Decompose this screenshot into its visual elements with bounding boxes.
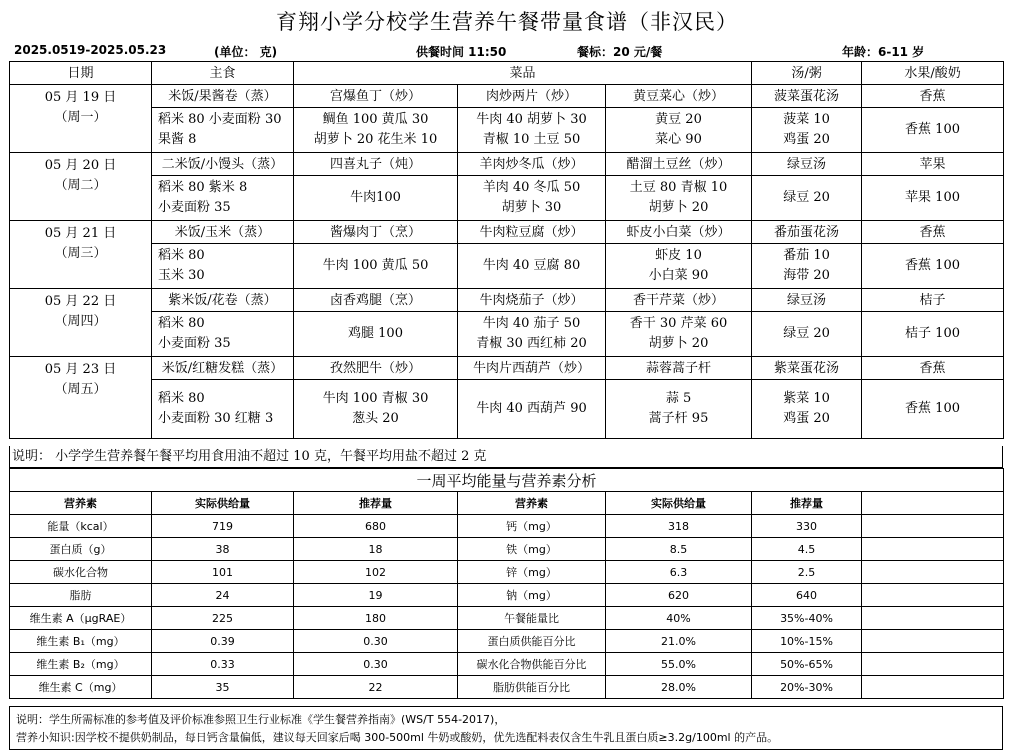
dish2-item: 羊肉 40 冬瓜 50 bbox=[482, 180, 581, 195]
menu-day-row bbox=[10, 289, 1004, 312]
soup-item: 菠菜 10 bbox=[783, 112, 830, 127]
dish1-name: 酱爆肉丁（烹） bbox=[294, 221, 458, 244]
nutrition-row bbox=[10, 584, 1004, 607]
fruit-name: 香蕉 bbox=[862, 85, 1004, 108]
nutrition-blank-cell bbox=[862, 538, 1004, 561]
nutrition-cell: 18 bbox=[294, 538, 458, 561]
nutrition-row bbox=[10, 607, 1004, 630]
dish3-item: 香干 30 芹菜 60 bbox=[629, 316, 728, 331]
nutrition-cell: 碳水化合物 bbox=[10, 561, 152, 584]
menu-header-row bbox=[10, 62, 1004, 85]
staple-items-cell bbox=[152, 244, 294, 289]
day-date: 05 月 20 日 bbox=[44, 158, 117, 173]
menu-day-detail-row bbox=[10, 176, 1004, 221]
day-date: 05 月 21 日 bbox=[44, 226, 117, 241]
nutrition-cell: 21.0% bbox=[606, 630, 752, 653]
fruit-item: 桔子 100 bbox=[905, 326, 960, 341]
nutrition-table bbox=[9, 468, 1004, 699]
nutrition-cell: 225 bbox=[152, 607, 294, 630]
soup-item: 鸡蛋 20 bbox=[783, 132, 830, 147]
dish1-name: 宫爆鱼丁（炒） bbox=[294, 85, 458, 108]
menu-day-row bbox=[10, 357, 1004, 380]
day-date: 05 月 19 日 bbox=[44, 90, 117, 105]
dish1-name: 孜然肥牛（炒） bbox=[294, 357, 458, 380]
nutrition-header-cell: 推荐量 bbox=[294, 492, 458, 515]
soup-items-cell bbox=[752, 312, 862, 357]
nutrition-title-row bbox=[10, 469, 1004, 492]
day-date-cell bbox=[10, 289, 152, 357]
nutrition-cell: 碳水化合物供能百分比 bbox=[458, 653, 606, 676]
staple-name: 米饭/红糖发糕（蒸） bbox=[152, 357, 294, 380]
nutrition-cell: 50%-65% bbox=[752, 653, 862, 676]
fruit-items-cell bbox=[862, 312, 1004, 357]
dish3-item: 胡萝卜 20 bbox=[648, 200, 709, 215]
day-date: 05 月 23 日 bbox=[44, 362, 117, 377]
fruit-name: 苹果 bbox=[862, 153, 1004, 176]
dish2-name: 牛肉粒豆腐（炒） bbox=[458, 221, 606, 244]
nutrition-cell: 19 bbox=[294, 584, 458, 607]
nutrition-cell: 维生素 C（mg） bbox=[10, 676, 152, 699]
reference-note-line2: 营养小知识:因学校不提供奶制品，每日钙含量偏低，建议每天回家后喝 300-500ml 牛奶或酸奶，优先选配料表仅含生牛乳且蛋白质≥3.2g/100ml 的产品。 bbox=[16, 731, 779, 744]
menu-day-detail-row bbox=[10, 312, 1004, 357]
fruit-name: 香蕉 bbox=[862, 221, 1004, 244]
nutrition-cell: 维生素 B₁（mg） bbox=[10, 630, 152, 653]
nutrition-blank-cell bbox=[862, 492, 1004, 515]
nutrition-header-cell: 实际供给量 bbox=[152, 492, 294, 515]
menu-day-detail-row bbox=[10, 108, 1004, 153]
dish1-items-cell bbox=[294, 312, 458, 357]
date-range: 2025.0519-2025.05.23 bbox=[14, 43, 167, 57]
day-date-cell bbox=[10, 221, 152, 289]
dish2-item: 青椒 10 土豆 50 bbox=[482, 132, 581, 147]
nutrition-cell: 锌（mg） bbox=[458, 561, 606, 584]
day-weekday: （周一） bbox=[54, 110, 107, 125]
nutrition-cell: 719 bbox=[152, 515, 294, 538]
nutrition-cell: 620 bbox=[606, 584, 752, 607]
dish3-name: 蒜蓉蒿子杆 bbox=[606, 357, 752, 380]
nutrition-cell: 钙（mg） bbox=[458, 515, 606, 538]
dish3-item: 蒜 5 bbox=[665, 391, 692, 406]
age-range: 年龄：6-11 岁 bbox=[842, 45, 925, 59]
nutrition-cell: 35 bbox=[152, 676, 294, 699]
soup-item: 紫菜 10 bbox=[783, 391, 830, 406]
serve-time: 供餐时间 11:50 bbox=[416, 45, 507, 59]
nutrition-cell: 680 bbox=[294, 515, 458, 538]
menu-day-row bbox=[10, 221, 1004, 244]
day-date-cell bbox=[10, 153, 152, 221]
nutrition-cell: 0.33 bbox=[152, 653, 294, 676]
fruit-item: 香蕉 100 bbox=[905, 122, 960, 137]
nutrition-blank-cell bbox=[862, 630, 1004, 653]
staple-name: 米饭/玉米（蒸） bbox=[152, 221, 294, 244]
staple-items-cell bbox=[152, 108, 294, 153]
dish1-item: 牛肉100 bbox=[350, 190, 401, 205]
dish2-items-cell bbox=[458, 312, 606, 357]
dish3-item: 土豆 80 青椒 10 bbox=[629, 180, 728, 195]
dish1-item: 葱头 20 bbox=[352, 411, 399, 426]
nutrition-blank-cell bbox=[862, 515, 1004, 538]
day-weekday: （周二） bbox=[54, 178, 107, 193]
soup-name: 绿豆汤 bbox=[752, 289, 862, 312]
soup-items-cell bbox=[752, 176, 862, 221]
dish2-item: 牛肉 40 西葫芦 90 bbox=[476, 401, 587, 416]
dish3-item: 虾皮 10 bbox=[655, 248, 702, 263]
menu-table bbox=[9, 61, 1004, 439]
soup-name: 绿豆汤 bbox=[752, 153, 862, 176]
nutrition-cell: 640 bbox=[752, 584, 862, 607]
fruit-name: 香蕉 bbox=[862, 357, 1004, 380]
dish2-item: 牛肉 40 豆腐 80 bbox=[482, 258, 581, 273]
dish1-name: 卤香鸡腿（烹） bbox=[294, 289, 458, 312]
page-title: 育翔小学分校学生营养午餐带量食谱（非汉民） bbox=[276, 10, 738, 34]
staple-item: 小麦面粉 35 bbox=[158, 200, 231, 215]
soup-item: 番茄 10 bbox=[783, 248, 830, 263]
dish1-item: 牛肉 100 黄瓜 50 bbox=[322, 258, 429, 273]
reference-note-line1: 说明：学生所需标准的参考值及评价标准参照卫生行业标准《学生餐营养指南》(WS/T 554-2017)， bbox=[16, 713, 506, 726]
nutrition-cell: 脂肪 bbox=[10, 584, 152, 607]
nutrition-cell: 22 bbox=[294, 676, 458, 699]
dish1-items-cell bbox=[294, 380, 458, 439]
nutrition-header-cell: 推荐量 bbox=[752, 492, 862, 515]
nutrition-cell: 24 bbox=[152, 584, 294, 607]
header-staple: 主食 bbox=[152, 62, 294, 85]
nutrition-cell: 钠（mg） bbox=[458, 584, 606, 607]
nutrition-cell: 55.0% bbox=[606, 653, 752, 676]
dish1-item: 鲷鱼 100 黄瓜 30 bbox=[322, 112, 429, 127]
dish3-name: 黄豆菜心（炒） bbox=[606, 85, 752, 108]
nutrition-cell: 2.5 bbox=[752, 561, 862, 584]
dish2-items-cell bbox=[458, 176, 606, 221]
nutrition-header-row bbox=[10, 492, 1004, 515]
dish2-name: 羊肉炒冬瓜（炒） bbox=[458, 153, 606, 176]
dish3-item: 菜心 90 bbox=[655, 132, 702, 147]
dish3-name: 醋溜土豆丝（炒） bbox=[606, 153, 752, 176]
staple-item: 稻米 80 bbox=[158, 391, 205, 406]
header-fruit: 水果/酸奶 bbox=[862, 62, 1004, 85]
dish3-items-cell bbox=[606, 176, 752, 221]
fruit-name: 桔子 bbox=[862, 289, 1004, 312]
day-weekday: （周四） bbox=[54, 314, 107, 329]
dish2-item: 牛肉 40 胡萝卜 30 bbox=[476, 112, 587, 127]
day-date: 05 月 22 日 bbox=[44, 294, 117, 309]
day-date-cell bbox=[10, 85, 152, 153]
dish1-item: 胡萝卜 20 花生米 10 bbox=[313, 132, 438, 147]
dish1-items-cell bbox=[294, 108, 458, 153]
nutrition-cell: 10%-15% bbox=[752, 630, 862, 653]
nutrition-cell: 0.30 bbox=[294, 630, 458, 653]
staple-item: 小麦面粉 30 红糖 3 bbox=[158, 411, 274, 426]
nutrition-row bbox=[10, 515, 1004, 538]
staple-items-cell bbox=[152, 176, 294, 221]
dish1-items-cell bbox=[294, 244, 458, 289]
nutrition-cell: 318 bbox=[606, 515, 752, 538]
fruit-items-cell bbox=[862, 108, 1004, 153]
soup-name: 菠菜蛋花汤 bbox=[752, 85, 862, 108]
nutrition-cell: 330 bbox=[752, 515, 862, 538]
nutrition-cell: 蛋白质（g） bbox=[10, 538, 152, 561]
day-weekday: （周五） bbox=[54, 382, 107, 397]
nutrition-blank-cell bbox=[862, 676, 1004, 699]
dish2-name: 牛肉片西葫芦（炒） bbox=[458, 357, 606, 380]
dish1-items-cell bbox=[294, 176, 458, 221]
reference-note bbox=[9, 706, 1003, 750]
dish3-item: 小白菜 90 bbox=[648, 268, 709, 283]
staple-item: 果酱 8 bbox=[158, 132, 197, 147]
menu-day-row bbox=[10, 153, 1004, 176]
nutrition-row bbox=[10, 676, 1004, 699]
staple-items-cell bbox=[152, 380, 294, 439]
staple-item: 稻米 80 bbox=[158, 316, 205, 331]
nutrition-blank-cell bbox=[862, 607, 1004, 630]
nutrition-row bbox=[10, 653, 1004, 676]
fruit-items-cell bbox=[862, 380, 1004, 439]
staple-item: 稻米 80 bbox=[158, 248, 205, 263]
meal-price: 餐标：20 元/餐 bbox=[577, 45, 663, 59]
dish3-items-cell bbox=[606, 380, 752, 439]
dish2-items-cell bbox=[458, 380, 606, 439]
staple-name: 二米饭/小馒头（蒸） bbox=[152, 153, 294, 176]
nutrition-cell: 20%-30% bbox=[752, 676, 862, 699]
nutrition-cell: 35%-40% bbox=[752, 607, 862, 630]
menu-day-row bbox=[10, 85, 1004, 108]
dish2-item: 青椒 30 西红柿 20 bbox=[476, 336, 587, 351]
day-weekday: （周三） bbox=[54, 246, 107, 261]
staple-item: 玉米 30 bbox=[158, 268, 205, 283]
staple-item: 稻米 80 紫米 8 bbox=[158, 180, 248, 195]
soup-item: 绿豆 20 bbox=[783, 190, 830, 205]
dish3-items-cell bbox=[606, 244, 752, 289]
nutrition-cell: 蛋白质供能百分比 bbox=[458, 630, 606, 653]
soup-item: 鸡蛋 20 bbox=[783, 411, 830, 426]
nutrition-cell: 0.39 bbox=[152, 630, 294, 653]
dish2-item: 牛肉 40 茄子 50 bbox=[482, 316, 581, 331]
soup-items-cell bbox=[752, 244, 862, 289]
staple-item: 小麦面粉 35 bbox=[158, 336, 231, 351]
soup-items-cell bbox=[752, 380, 862, 439]
staple-items-cell bbox=[152, 312, 294, 357]
nutrition-cell: 102 bbox=[294, 561, 458, 584]
nutrition-blank-cell bbox=[862, 584, 1004, 607]
soup-items-cell bbox=[752, 108, 862, 153]
nutrition-cell: 午餐能量比 bbox=[458, 607, 606, 630]
staple-name: 紫米饭/花卷（蒸） bbox=[152, 289, 294, 312]
dish2-items-cell bbox=[458, 244, 606, 289]
nutrition-row bbox=[10, 630, 1004, 653]
nutrition-cell: 维生素 A（μgRAE） bbox=[10, 607, 152, 630]
oil-salt-note: 说明： 小学学生营养餐午餐平均用食用油不超过 10 克，午餐平均用盐不超过 2 克 bbox=[9, 446, 1003, 468]
dish1-item: 鸡腿 100 bbox=[348, 326, 403, 341]
menu-day-detail-row bbox=[10, 380, 1004, 439]
dish3-items-cell bbox=[606, 108, 752, 153]
nutrition-cell: 38 bbox=[152, 538, 294, 561]
fruit-item: 香蕉 100 bbox=[905, 401, 960, 416]
nutrition-cell: 180 bbox=[294, 607, 458, 630]
nutrition-cell: 40% bbox=[606, 607, 752, 630]
nutrition-cell: 能量（kcal） bbox=[10, 515, 152, 538]
dish1-name: 四喜丸子（炖） bbox=[294, 153, 458, 176]
soup-name: 番茄蛋花汤 bbox=[752, 221, 862, 244]
fruit-item: 苹果 100 bbox=[905, 190, 960, 205]
dish3-item: 蒿子杆 95 bbox=[648, 411, 709, 426]
header-date: 日期 bbox=[10, 62, 152, 85]
dish2-item: 胡萝卜 30 bbox=[501, 200, 562, 215]
nutrition-header-cell: 营养素 bbox=[458, 492, 606, 515]
nutrition-cell: 维生素 B₂（mg） bbox=[10, 653, 152, 676]
nutrition-header-cell: 实际供给量 bbox=[606, 492, 752, 515]
dish3-name: 香干芹菜（炒） bbox=[606, 289, 752, 312]
dish3-item: 胡萝卜 20 bbox=[648, 336, 709, 351]
dish2-items-cell bbox=[458, 108, 606, 153]
nutrition-cell: 6.3 bbox=[606, 561, 752, 584]
soup-name: 紫菜蛋花汤 bbox=[752, 357, 862, 380]
dish1-item: 牛肉 100 青椒 30 bbox=[322, 391, 429, 406]
nutrition-header-cell: 营养素 bbox=[10, 492, 152, 515]
dish2-name: 牛肉烧茄子（炒） bbox=[458, 289, 606, 312]
nutrition-cell: 4.5 bbox=[752, 538, 862, 561]
fruit-item: 香蕉 100 bbox=[905, 258, 960, 273]
nutrition-cell: 铁（mg） bbox=[458, 538, 606, 561]
menu-day-detail-row bbox=[10, 244, 1004, 289]
fruit-items-cell bbox=[862, 176, 1004, 221]
fruit-items-cell bbox=[862, 244, 1004, 289]
dish2-name: 肉炒两片（炒） bbox=[458, 85, 606, 108]
nutrition-cell: 脂肪供能百分比 bbox=[458, 676, 606, 699]
nutrition-cell: 0.30 bbox=[294, 653, 458, 676]
nutrition-row bbox=[10, 561, 1004, 584]
staple-item: 稻米 80 小麦面粉 30 bbox=[158, 112, 282, 127]
header-soup: 汤/粥 bbox=[752, 62, 862, 85]
soup-item: 海带 20 bbox=[783, 268, 830, 283]
nutrition-row bbox=[10, 538, 1004, 561]
nutrition-title: 一周平均能量与营养素分析 bbox=[10, 469, 1004, 492]
header-dishes: 菜品 bbox=[294, 62, 752, 85]
staple-name: 米饭/果酱卷（蒸） bbox=[152, 85, 294, 108]
nutrition-cell: 101 bbox=[152, 561, 294, 584]
nutrition-cell: 28.0% bbox=[606, 676, 752, 699]
nutrition-blank-cell bbox=[862, 561, 1004, 584]
day-date-cell bbox=[10, 357, 152, 439]
soup-item: 绿豆 20 bbox=[783, 326, 830, 341]
dish3-item: 黄豆 20 bbox=[655, 112, 702, 127]
dish3-name: 虾皮小白菜（炒） bbox=[606, 221, 752, 244]
nutrition-blank-cell bbox=[862, 653, 1004, 676]
unit-label: (单位： 克) bbox=[214, 45, 278, 59]
nutrition-cell: 8.5 bbox=[606, 538, 752, 561]
dish3-items-cell bbox=[606, 312, 752, 357]
